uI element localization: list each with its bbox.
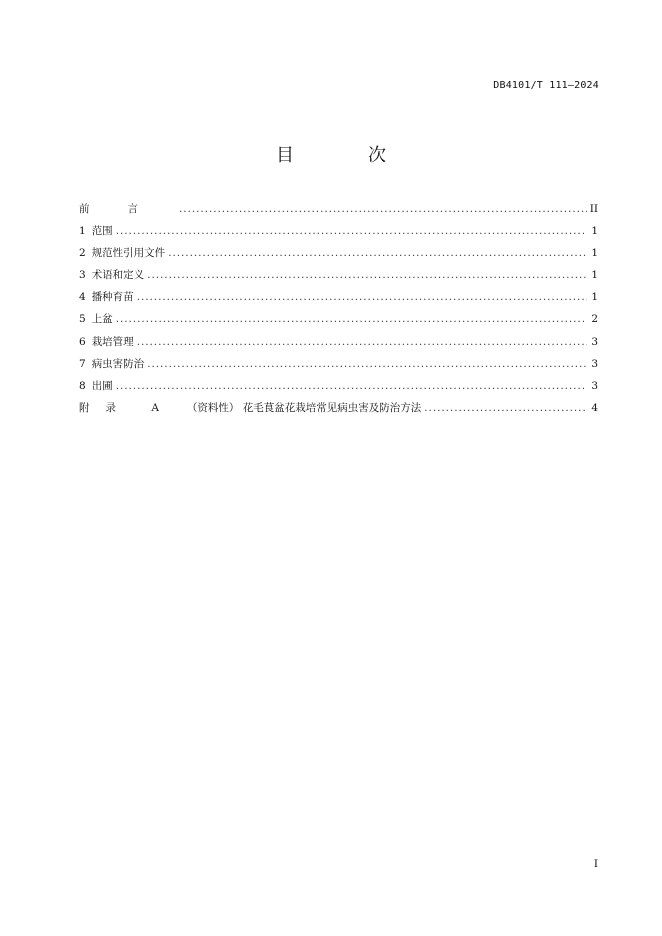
toc-leader-dots — [137, 291, 587, 303]
toc-entry-text: 规范性引用文件 — [91, 247, 166, 260]
document-code: DB4101/T 111—2024 — [493, 80, 599, 91]
toc-leader-dots — [116, 380, 587, 392]
toc-entry-label — [79, 267, 144, 282]
toc-entry-page: 1 — [591, 225, 598, 238]
toc-entry-number: 6 — [79, 335, 86, 348]
page-number: I — [593, 858, 598, 870]
toc-entry-label — [79, 311, 113, 326]
toc-entry-text: 栽培管理 — [91, 335, 134, 348]
toc-entry-label: 前言 — [79, 203, 176, 215]
toc-entry-label — [79, 289, 134, 304]
toc-entry-number: 5 — [79, 313, 86, 326]
toc-leader-dots — [116, 313, 587, 325]
toc-entry-text: 上盆 — [91, 313, 113, 326]
toc-entry-potting[interactable] — [79, 311, 598, 333]
toc-entry-page: II — [589, 203, 598, 215]
toc-entry-preface[interactable] — [79, 201, 598, 223]
toc-leader-dots — [424, 402, 587, 414]
page-title: 目 次 — [276, 145, 414, 166]
toc-entry-label — [79, 223, 113, 238]
toc-entry-page: 3 — [591, 335, 598, 348]
toc-entry-number: 1 — [79, 225, 86, 238]
toc-entry-terms[interactable] — [79, 267, 598, 289]
toc-entry-page: 3 — [591, 379, 598, 392]
toc-entry-page: 1 — [591, 291, 598, 304]
toc-entry-pest-control[interactable] — [79, 356, 598, 378]
toc-entry-page: 2 — [591, 313, 598, 326]
toc-entry-text: 术语和定义 — [91, 269, 145, 282]
toc-leader-dots — [179, 203, 587, 215]
toc-entry-page: 4 — [591, 401, 598, 414]
toc-entry-text: 范围 — [91, 225, 113, 238]
toc-entry-number: 8 — [79, 379, 86, 392]
toc-leader-dots — [147, 269, 587, 281]
toc-entry-text: （资料性） 花毛茛盆花栽培常见病虫害及防治方法 — [186, 401, 422, 414]
toc-entry-page: 1 — [591, 247, 598, 260]
toc-leader-dots — [168, 247, 587, 259]
toc-entry-text: 病虫害防治 — [91, 357, 145, 370]
toc-entry-nursery-output[interactable] — [79, 378, 598, 400]
toc-entry-text: 出圃 — [91, 379, 113, 392]
toc-entry-appendix-a[interactable] — [79, 400, 598, 422]
toc-leader-dots — [116, 225, 587, 237]
toc-entry-label — [79, 356, 144, 371]
toc-leader-dots — [137, 336, 587, 348]
toc-entry-page: 1 — [591, 269, 598, 282]
toc-entry-label — [79, 400, 421, 415]
toc-entry-number: 2 — [79, 247, 86, 260]
toc-leader-dots — [147, 358, 587, 370]
toc-entry-page: 3 — [591, 357, 598, 370]
toc-entry-label — [79, 245, 165, 260]
toc-entry-number: 3 — [79, 269, 86, 282]
toc-entry-number: 7 — [79, 357, 86, 370]
toc-entry-cultivation[interactable] — [79, 334, 598, 356]
table-of-contents — [79, 201, 598, 422]
toc-entry-sowing[interactable] — [79, 289, 598, 311]
toc-entry-label — [79, 378, 113, 393]
toc-entry-normative-references[interactable] — [79, 245, 598, 267]
toc-entry-number: 附录 A — [79, 401, 175, 414]
toc-entry-label — [79, 334, 134, 349]
toc-entry-text: 播种育苗 — [91, 291, 134, 304]
toc-entry-number: 4 — [79, 291, 86, 304]
toc-entry-scope[interactable] — [79, 223, 598, 245]
